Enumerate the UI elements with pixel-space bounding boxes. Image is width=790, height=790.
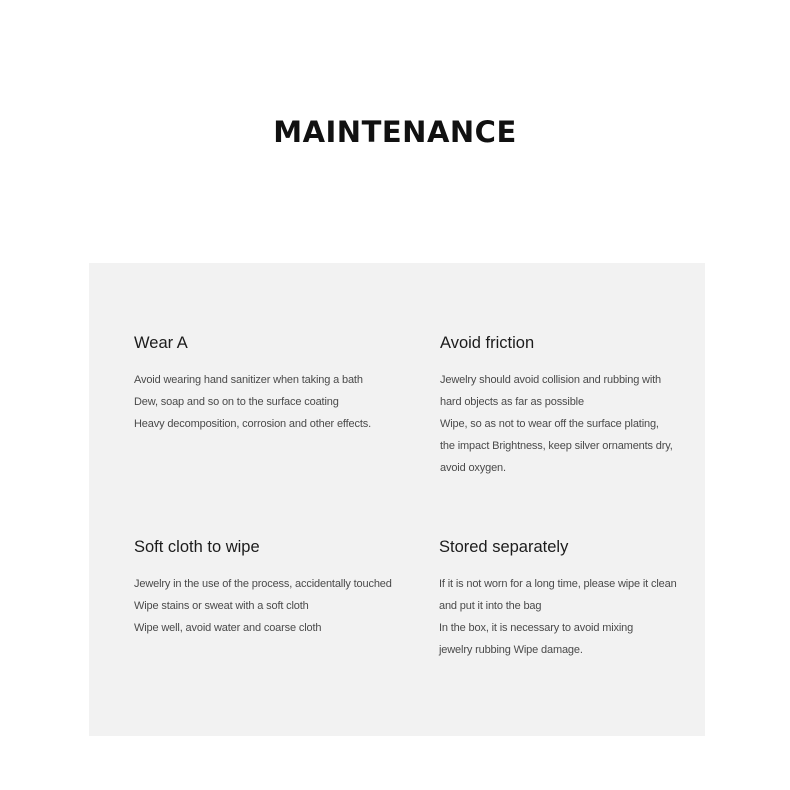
card-text-line: Wipe well, avoid water and coarse cloth	[134, 622, 322, 634]
card-heading: Stored separately	[439, 538, 569, 556]
card-text-line: Heavy decomposition, corrosion and other effects.	[134, 418, 372, 430]
card-heading: Soft cloth to wipe	[134, 538, 260, 556]
card-stored-separately	[439, 537, 689, 661]
card-text-line: Dew, soap and so on to the surface coating	[134, 396, 339, 408]
page-title: MAINTENANCE	[273, 115, 517, 149]
card-text-line: In the box, it is necessary to avoid mixing	[439, 622, 634, 634]
card-avoid-friction	[440, 333, 690, 479]
card-text-line: avoid oxygen.	[440, 462, 506, 474]
card-heading: Wear A	[134, 334, 188, 352]
card-text	[439, 573, 689, 661]
maintenance-panel	[89, 263, 705, 736]
card-text-line: Jewelry should avoid collision and rubbing with	[440, 374, 662, 386]
card-text	[134, 369, 384, 435]
card-text-line: Avoid wearing hand sanitizer when taking a bath	[134, 374, 363, 386]
card-text-line: If it is not worn for a long time, please wipe it clean	[439, 578, 677, 590]
card-soft-cloth	[134, 537, 392, 639]
card-text-line: the impact Brightness, keep silver ornaments dry,	[440, 440, 673, 452]
card-text-line: jewelry rubbing Wipe damage.	[439, 644, 583, 656]
card-text-line: Jewelry in the use of the process, accidentally touched	[134, 578, 392, 590]
card-text	[134, 573, 392, 639]
card-text-line: Wipe, so as not to wear off the surface plating,	[440, 418, 659, 430]
card-text	[440, 369, 690, 479]
card-text-line: hard objects as far as possible	[440, 396, 584, 408]
card-heading: Avoid friction	[440, 334, 535, 352]
card-text-line: and put it into the bag	[439, 600, 542, 612]
card-text-line: Wipe stains or sweat with a soft cloth	[134, 600, 309, 612]
card-wear	[134, 333, 384, 435]
